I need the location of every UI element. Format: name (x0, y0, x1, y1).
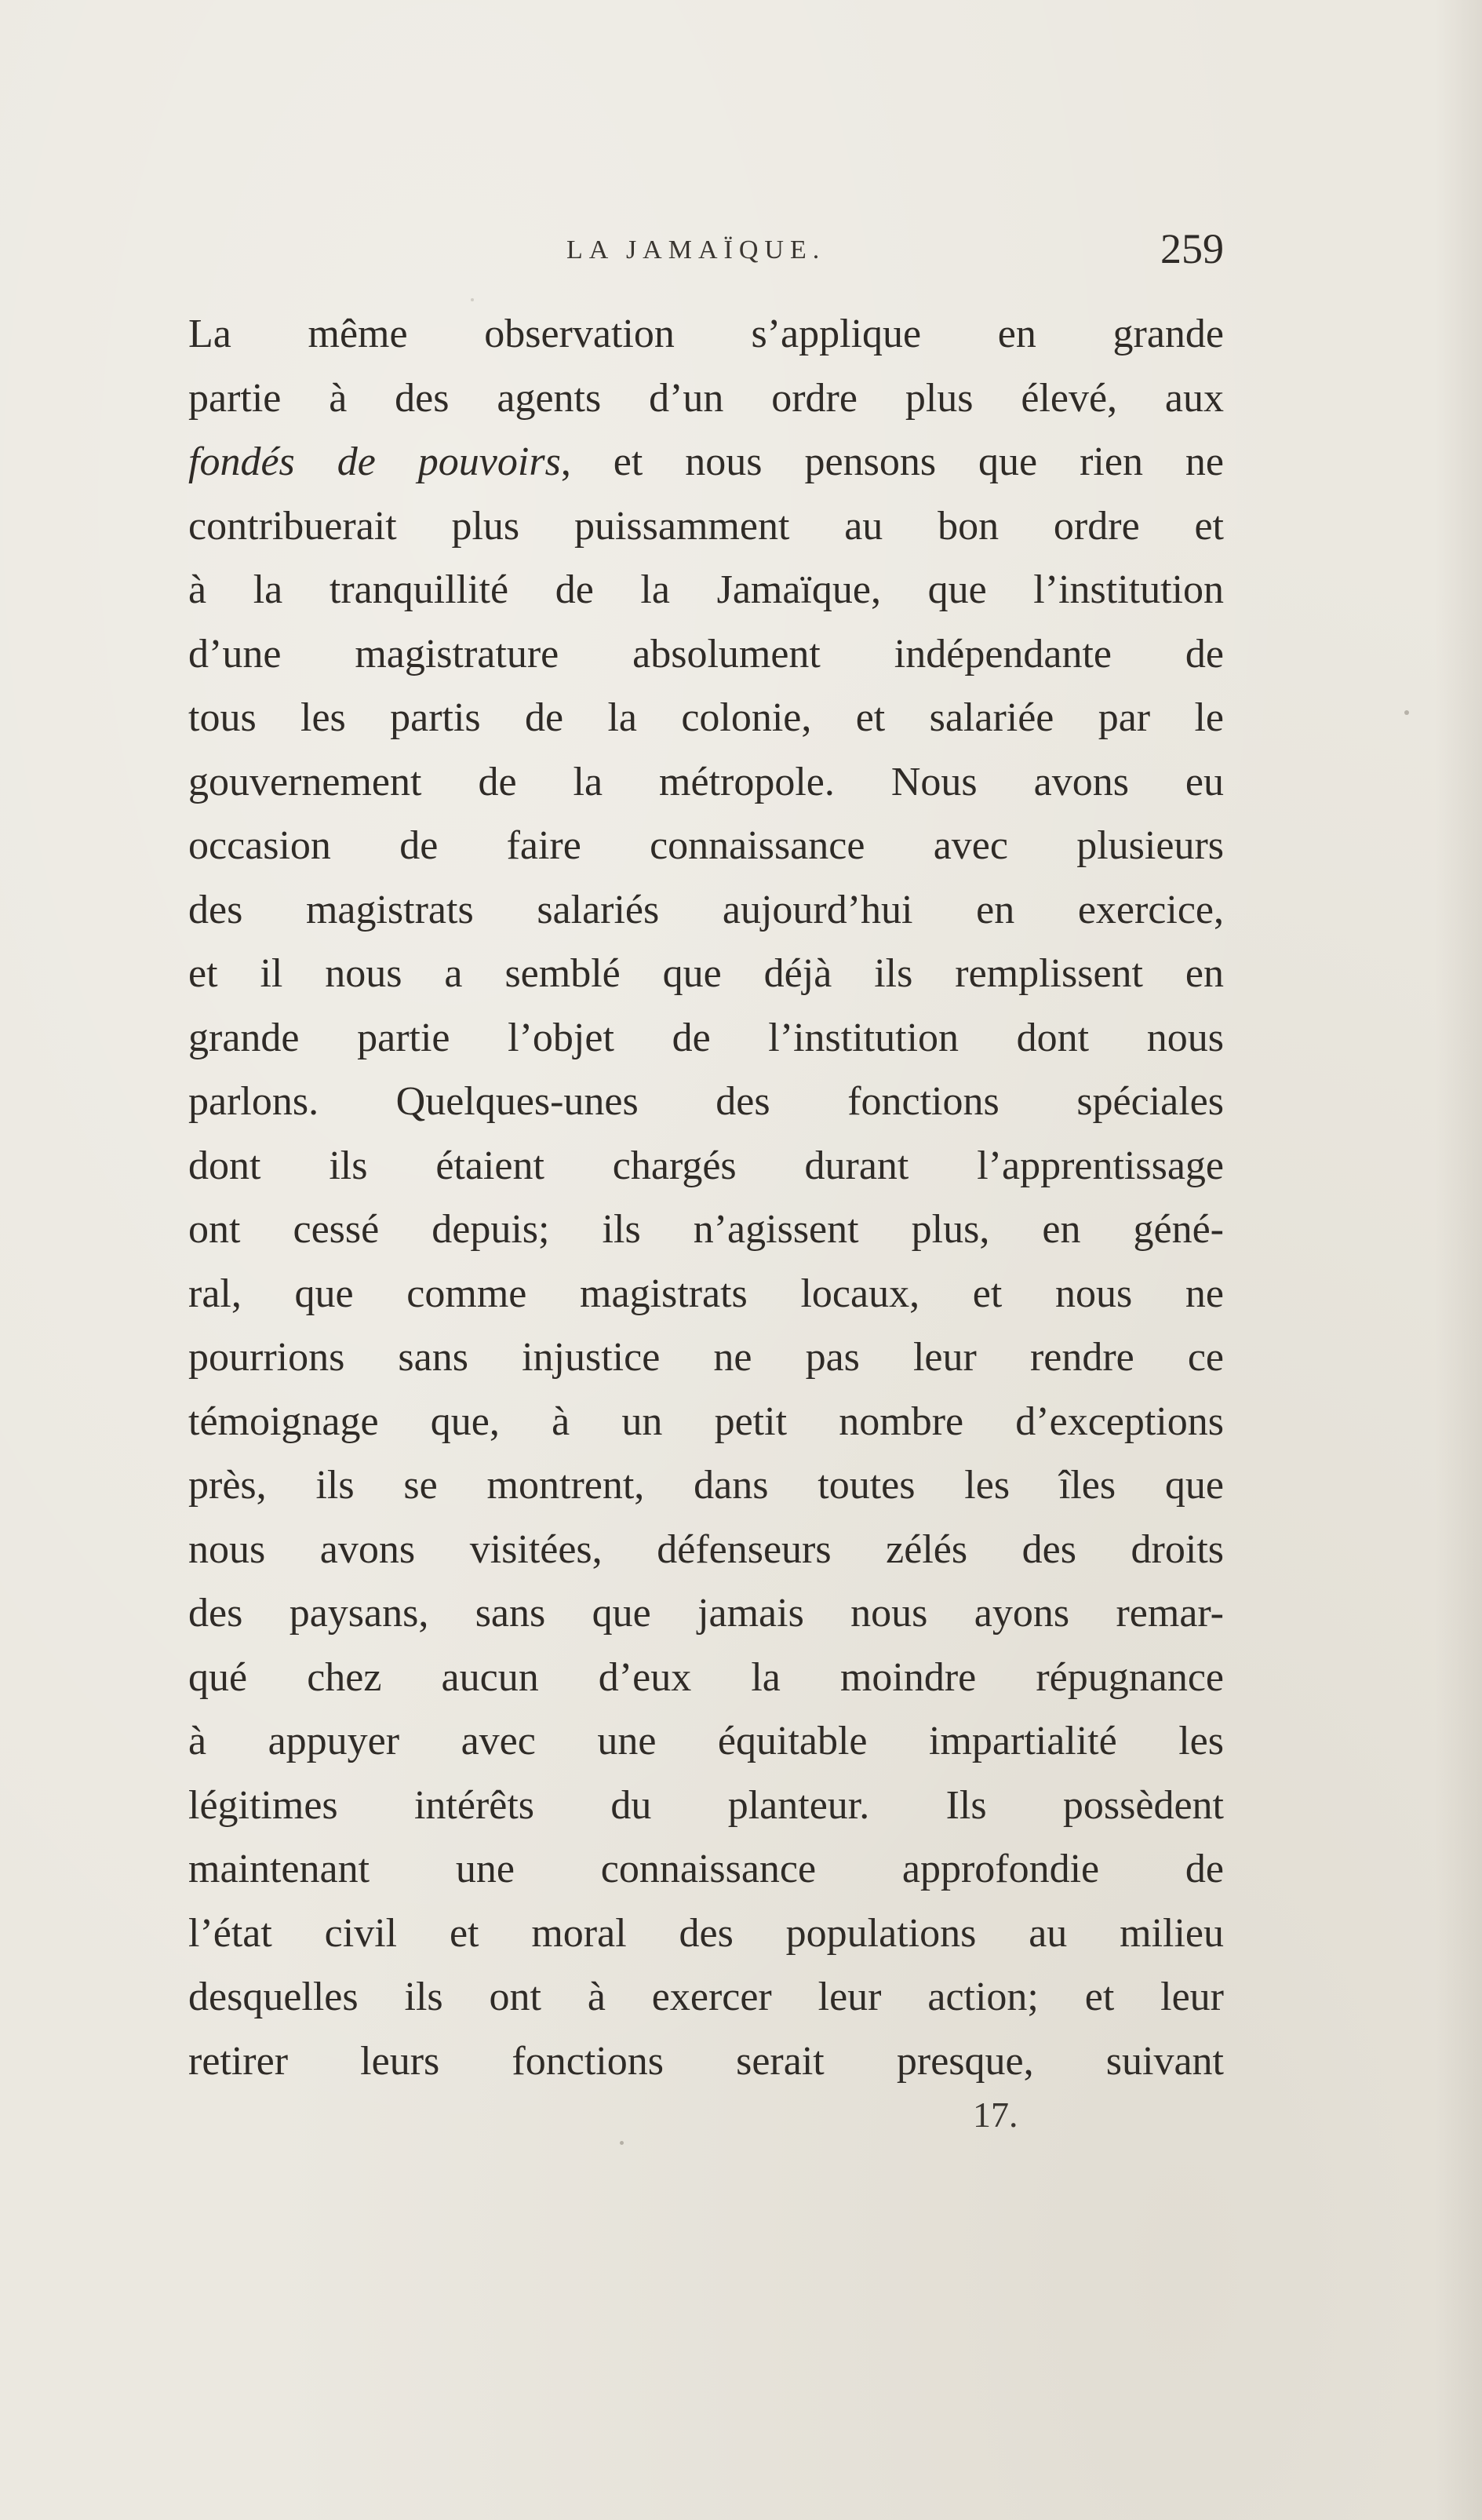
running-head (188, 225, 1224, 283)
text-line: ont cessé depuis; ils n’agissent plus, en géné- (188, 1207, 1224, 1252)
text-line: près, ils se montrent, dans toutes les îles que (188, 1463, 1224, 1508)
text-line: maintenant une connaissance approfondie de (188, 1847, 1224, 1891)
text-line: pourrions sans injustice ne pas leur rendre ce (188, 1335, 1224, 1380)
text-line: desquelles ils ont à exercer leur action; et leur (188, 1975, 1224, 2019)
text-line: occasion de faire connaissance avec plusieurs (188, 823, 1224, 868)
page-edge-shadow (1435, 0, 1482, 2520)
text-line: témoignage que, à un petit nombre d’exceptions (188, 1399, 1224, 1444)
italic-phrase: fondés de pouvoirs (188, 439, 561, 484)
text-line: à la tranquillité de la Jamaïque, que l’institution (188, 567, 1224, 612)
text-line: et il nous a semblé que déjà ils remplissent en (188, 951, 1224, 996)
text-line: dont ils étaient chargés durant l’apprentissage (188, 1143, 1224, 1188)
paper-speck (471, 298, 474, 301)
paper-speck (620, 2141, 624, 2145)
text-line: qué chez aucun d’eux la moindre répugnance (188, 1654, 1224, 1700)
text-line: à appuyer avec une équitable impartialité les (188, 1719, 1224, 1763)
text-line: l’état civil et moral des populations au milieu (188, 1910, 1224, 1956)
text-line: légitimes intérêts du planteur. Ils possèdent (188, 1782, 1224, 1828)
text-line: des paysans, sans que jamais nous ayons remar- (188, 1591, 1224, 1636)
body-text (188, 302, 1224, 2093)
text-line: fondés de pouvoirs, et nous pensons que rien ne (188, 439, 1225, 484)
text-line: d’une magistrature absolument indépendante de (188, 631, 1224, 676)
text-line: grande partie l’objet de l’institution dont nous (188, 1015, 1224, 1060)
running-head-title: LA JAMAÏQUE. (566, 235, 826, 264)
text-line: retirer leurs fonctions serait presque, suivant (188, 2038, 1224, 2084)
text-line: des magistrats salariés aujourd’hui en exercice, (188, 887, 1224, 932)
text-line: partie à des agents d’un ordre plus élevé, aux (188, 375, 1224, 421)
text-line: ral, que comme magistrats locaux, et nous ne (188, 1271, 1224, 1316)
paper-speck (1404, 710, 1409, 715)
text-line: La même observation s’applique en grande (188, 312, 1224, 356)
text-line: nous avons visitées, défenseurs zélés des droits (188, 1526, 1224, 1572)
text-line: parlons. Quelques-unes des fonctions spéciales (188, 1079, 1224, 1124)
page-number: 259 (1160, 225, 1224, 272)
signature-mark: 17. (973, 2095, 1018, 2135)
text-line: gouvernement de la métropole. Nous avons eu (188, 759, 1224, 804)
text-line: tous les partis de la colonie, et salariée par le (188, 695, 1224, 740)
text-line: contribuerait plus puissamment au bon ordre et (188, 503, 1224, 549)
